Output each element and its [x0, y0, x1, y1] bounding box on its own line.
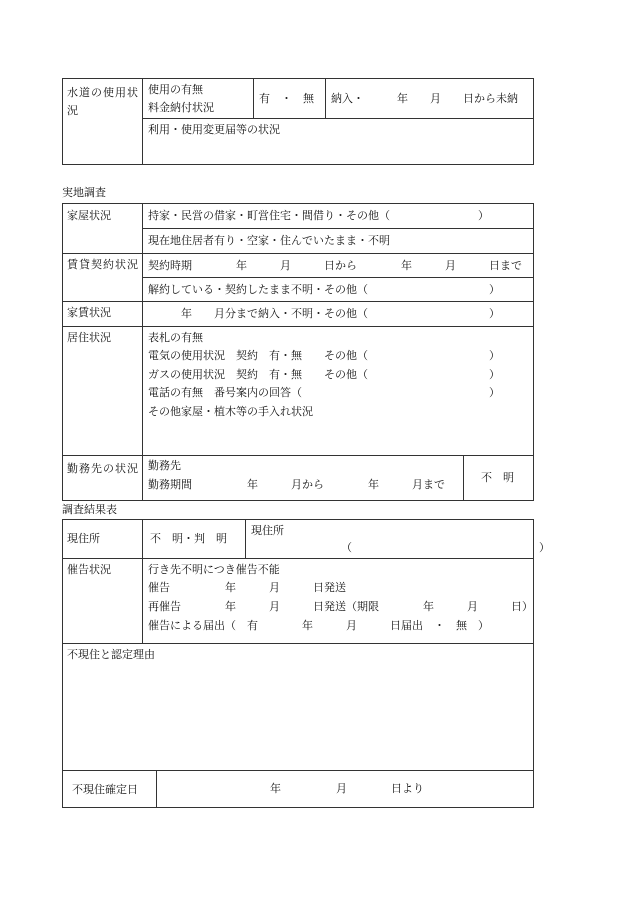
notice-response-text: 催告による届出（ 有 年 月 日届出 ・ 無 ）	[148, 619, 489, 632]
divider	[142, 78, 143, 165]
divider	[156, 770, 157, 808]
house-upkeep-text: その他家屋・植木等の手入れ状況	[148, 405, 313, 418]
divider	[325, 78, 326, 118]
divider	[62, 253, 534, 254]
rent-status-label: 家賃状況	[67, 306, 111, 319]
lease-cancel-options: 解約している・契約したまま不明・その他（ ）	[148, 283, 500, 296]
divider	[142, 228, 534, 229]
divider	[245, 519, 246, 558]
phone-text: 電話の有無 番号案内の回答（ ）	[148, 386, 500, 399]
usage-presence-label: 使用の有無	[148, 83, 203, 96]
divider	[62, 643, 534, 644]
work-period-text: 勤務期間 年 月から 年 月まで	[148, 478, 445, 491]
workplace-unknown-text: 不 明	[481, 471, 514, 484]
notice-status-label: 催告状況	[67, 563, 111, 576]
gas-usage-text: ガスの使用状況 契約 有・無 その他（ ）	[148, 368, 500, 381]
rent-payment-text: 年 月分まで納入・不明・その他（ ）	[148, 307, 500, 320]
lease-period-text: 契約時期 年 月 日から 年 月 日まで	[148, 259, 522, 272]
current-address-parentheses: （ ）	[341, 541, 550, 554]
residence-status-label: 居住状況	[67, 331, 111, 344]
nonresidence-reason-label: 不現住と認定理由	[67, 648, 155, 661]
divider	[142, 519, 143, 643]
nameplate-text: 表札の有無	[148, 331, 203, 344]
usage-change-notice-label: 利用・使用変更届等の状況	[148, 123, 280, 136]
field-survey-heading: 実地調査	[62, 186, 106, 199]
house-status-label: 家屋状況	[67, 209, 111, 222]
electricity-usage-text: 電気の使用状況 契約 有・無 その他（ ）	[148, 349, 500, 362]
nonresidence-date-label: 不現住確定日	[72, 783, 138, 796]
divider	[463, 455, 464, 501]
current-address-label: 現住所	[67, 532, 100, 545]
divider	[253, 78, 254, 118]
result-heading: 調査結果表	[62, 503, 117, 516]
result-table	[62, 519, 534, 808]
current-address-field-label: 現住所	[251, 524, 284, 537]
divider	[62, 301, 534, 302]
workplace-status-label: 勤務先の状況	[67, 462, 139, 475]
renotice-sent-text: 再催告 年 月 日発送（期限 年 月 日）	[148, 600, 533, 613]
divider	[62, 770, 534, 771]
known-unknown-options: 不 明・判 明	[150, 532, 227, 545]
divider	[62, 326, 534, 327]
yes-no-option: 有 ・ 無	[259, 92, 314, 105]
house-type-options: 持家・民営の借家・町営住宅・間借り・その他（ ）	[148, 209, 489, 222]
notice-sent-text: 催告 年 月 日発送	[148, 581, 346, 594]
divider	[62, 558, 534, 559]
divider	[142, 277, 534, 278]
divider	[142, 118, 534, 119]
lease-status-label: 賃貸契約状況	[67, 258, 139, 271]
divider	[142, 203, 143, 501]
payment-status-label: 料金納付状況	[148, 101, 214, 114]
payment-unpaid-text: 納入・ 年 月 日から未納	[331, 92, 518, 105]
nonresidence-date-value: 年 月 日より	[270, 782, 424, 795]
workplace-text: 勤務先	[148, 459, 181, 472]
occupancy-options: 現在地住居者有り・空家・住んでいたまま・不明	[148, 234, 390, 247]
water-usage-label: 水道の使用状況	[67, 86, 139, 117]
notice-impossible-text: 行き先不明につき催告不能	[148, 563, 280, 576]
